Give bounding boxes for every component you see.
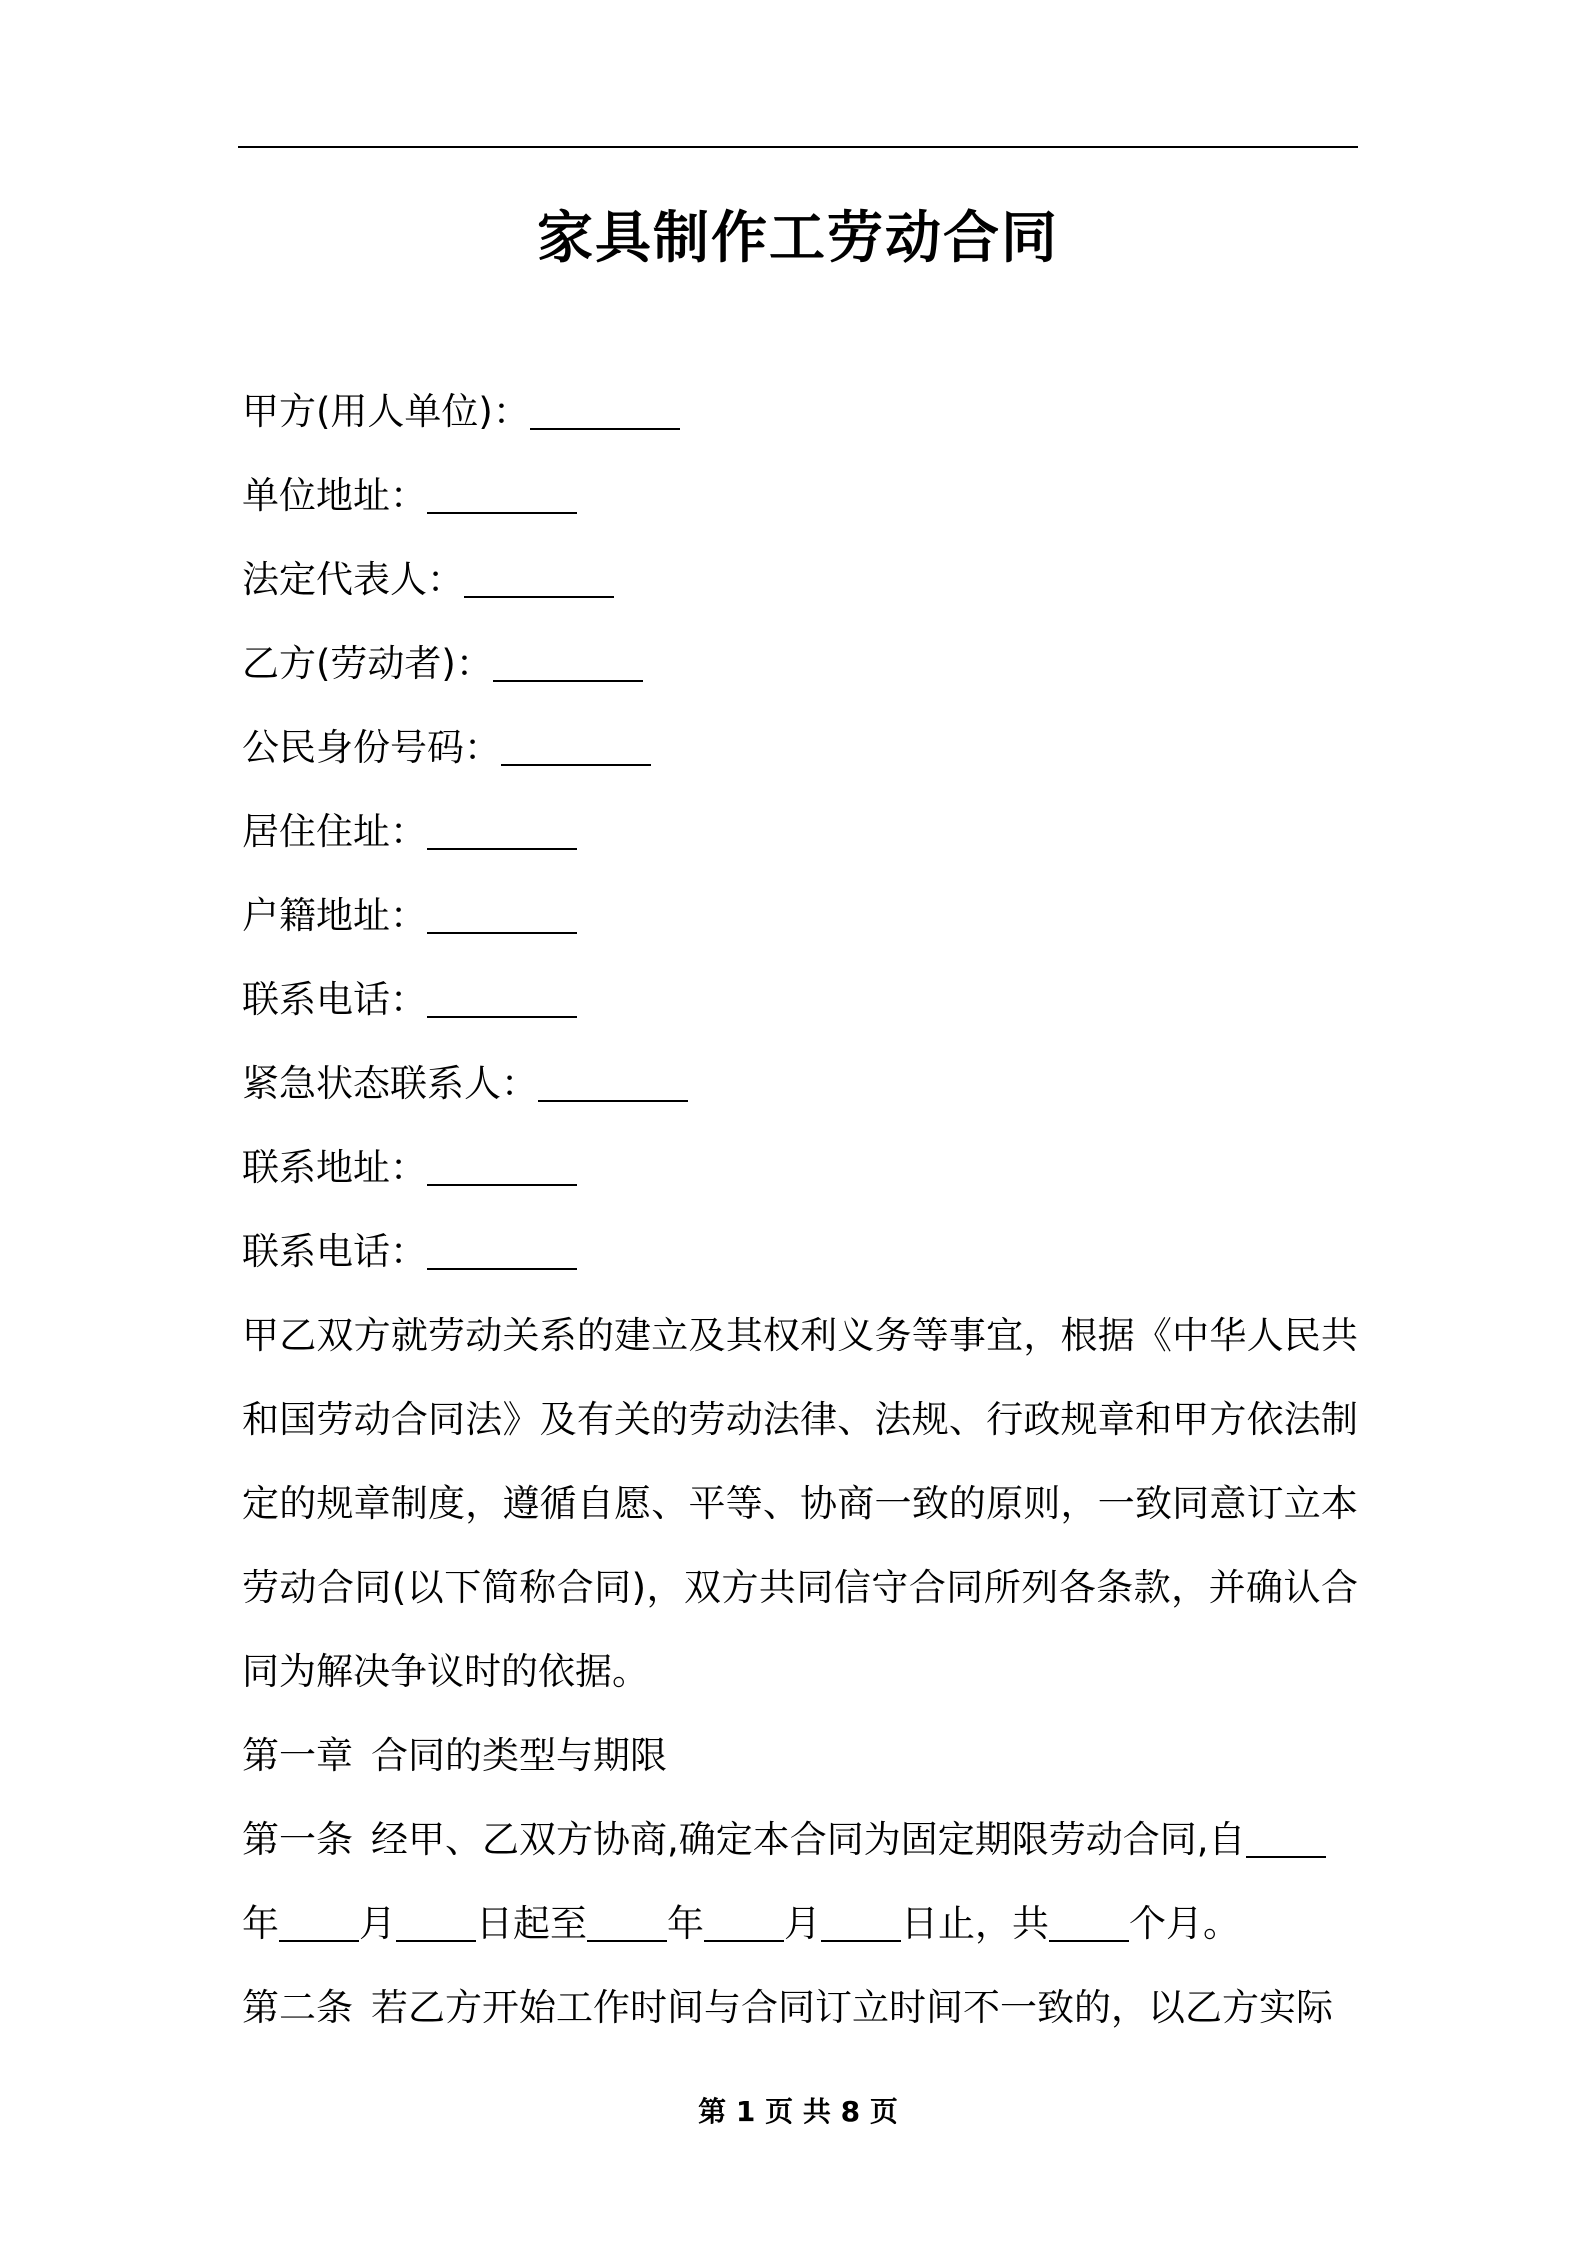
blank-line bbox=[427, 1144, 577, 1186]
chapter-title: 合同的类型与期限 bbox=[371, 1734, 667, 1777]
field-employee bbox=[242, 622, 1358, 706]
field-label: 联系电话： bbox=[242, 978, 427, 1021]
field-label: 居住住址： bbox=[242, 810, 427, 853]
field-label: 户籍地址： bbox=[242, 894, 427, 937]
header-rule bbox=[238, 146, 1358, 148]
page-number: 第 1 页 共 8 页 bbox=[698, 2095, 898, 2128]
field-employer-address bbox=[242, 454, 1358, 538]
blank-line bbox=[501, 724, 651, 766]
article-text: 个月。 bbox=[1129, 1902, 1240, 1945]
blank-line bbox=[538, 1060, 688, 1102]
article-text: 日止，共 bbox=[901, 1902, 1049, 1945]
field-legal-representative bbox=[242, 538, 1358, 622]
article-text: 日起至 bbox=[476, 1902, 587, 1945]
article-text: 月 bbox=[359, 1902, 396, 1945]
field-label: 联系地址： bbox=[242, 1146, 427, 1189]
article-text: 经甲、乙双方协商,确定本合同为固定期限劳动合同,自 bbox=[371, 1818, 1246, 1861]
blank-line bbox=[530, 388, 680, 430]
field-household-address bbox=[242, 874, 1358, 958]
document-title: 家具制作工劳动合同 bbox=[537, 206, 1059, 271]
field-residence bbox=[242, 790, 1358, 874]
field-label: 乙方(劳动者)： bbox=[242, 642, 493, 685]
article-2-line-1 bbox=[242, 1966, 1358, 2050]
chapter-number: 第一章 bbox=[242, 1734, 353, 1777]
preamble-line: 和国劳动合同法》及有关的劳动法律、法规、行政规章和甲方依法制 bbox=[242, 1398, 1358, 1441]
article-text: 年 bbox=[667, 1902, 704, 1945]
document-body bbox=[242, 370, 1358, 2050]
blank-line bbox=[427, 976, 577, 1018]
blank-line bbox=[427, 808, 577, 850]
preamble-line: 同为解决争议时的依据。 bbox=[242, 1650, 649, 1693]
field-contact-address bbox=[242, 1126, 1358, 1210]
blank-line bbox=[587, 1900, 667, 1942]
blank-line bbox=[493, 640, 643, 682]
field-label: 甲方(用人单位)： bbox=[242, 390, 530, 433]
article-text: 年 bbox=[242, 1902, 279, 1945]
field-phone bbox=[242, 958, 1358, 1042]
field-id-number bbox=[242, 706, 1358, 790]
article-number: 第一条 bbox=[242, 1818, 353, 1861]
field-label: 单位地址： bbox=[242, 474, 427, 517]
field-label: 公民身份号码： bbox=[242, 726, 501, 769]
field-emergency-contact bbox=[242, 1042, 1358, 1126]
preamble-line: 劳动合同(以下简称合同)，双方共同信守合同所列各条款，并确认合 bbox=[242, 1566, 1358, 1609]
field-label: 紧急状态联系人： bbox=[242, 1062, 538, 1105]
preamble-line: 定的规章制度，遵循自愿、平等、协商一致的原则，一致同意订立本 bbox=[242, 1482, 1358, 1525]
blank-line bbox=[427, 892, 577, 934]
blank-line bbox=[1049, 1900, 1129, 1942]
blank-line bbox=[1246, 1816, 1326, 1858]
article-text: 月 bbox=[784, 1902, 821, 1945]
field-contact-phone bbox=[242, 1210, 1358, 1294]
field-label: 法定代表人： bbox=[242, 558, 464, 601]
article-text: 若乙方开始工作时间与合同订立时间不一致的，以乙方实际 bbox=[371, 1986, 1333, 2029]
blank-line bbox=[704, 1900, 784, 1942]
chapter-heading bbox=[242, 1714, 1358, 1798]
blank-line bbox=[279, 1900, 359, 1942]
article-1-line-1 bbox=[242, 1798, 1358, 1882]
article-number: 第二条 bbox=[242, 1986, 353, 2029]
preamble-line: 甲乙双方就劳动关系的建立及其权利义务等事宜，根据《中华人民共 bbox=[242, 1314, 1358, 1357]
blank-line bbox=[464, 556, 614, 598]
field-employer bbox=[242, 370, 1358, 454]
blank-line bbox=[396, 1900, 476, 1942]
blank-line bbox=[821, 1900, 901, 1942]
article-1-line-2 bbox=[242, 1882, 1358, 1966]
blank-line bbox=[427, 1228, 577, 1270]
blank-line bbox=[427, 472, 577, 514]
field-label: 联系电话： bbox=[242, 1230, 427, 1273]
